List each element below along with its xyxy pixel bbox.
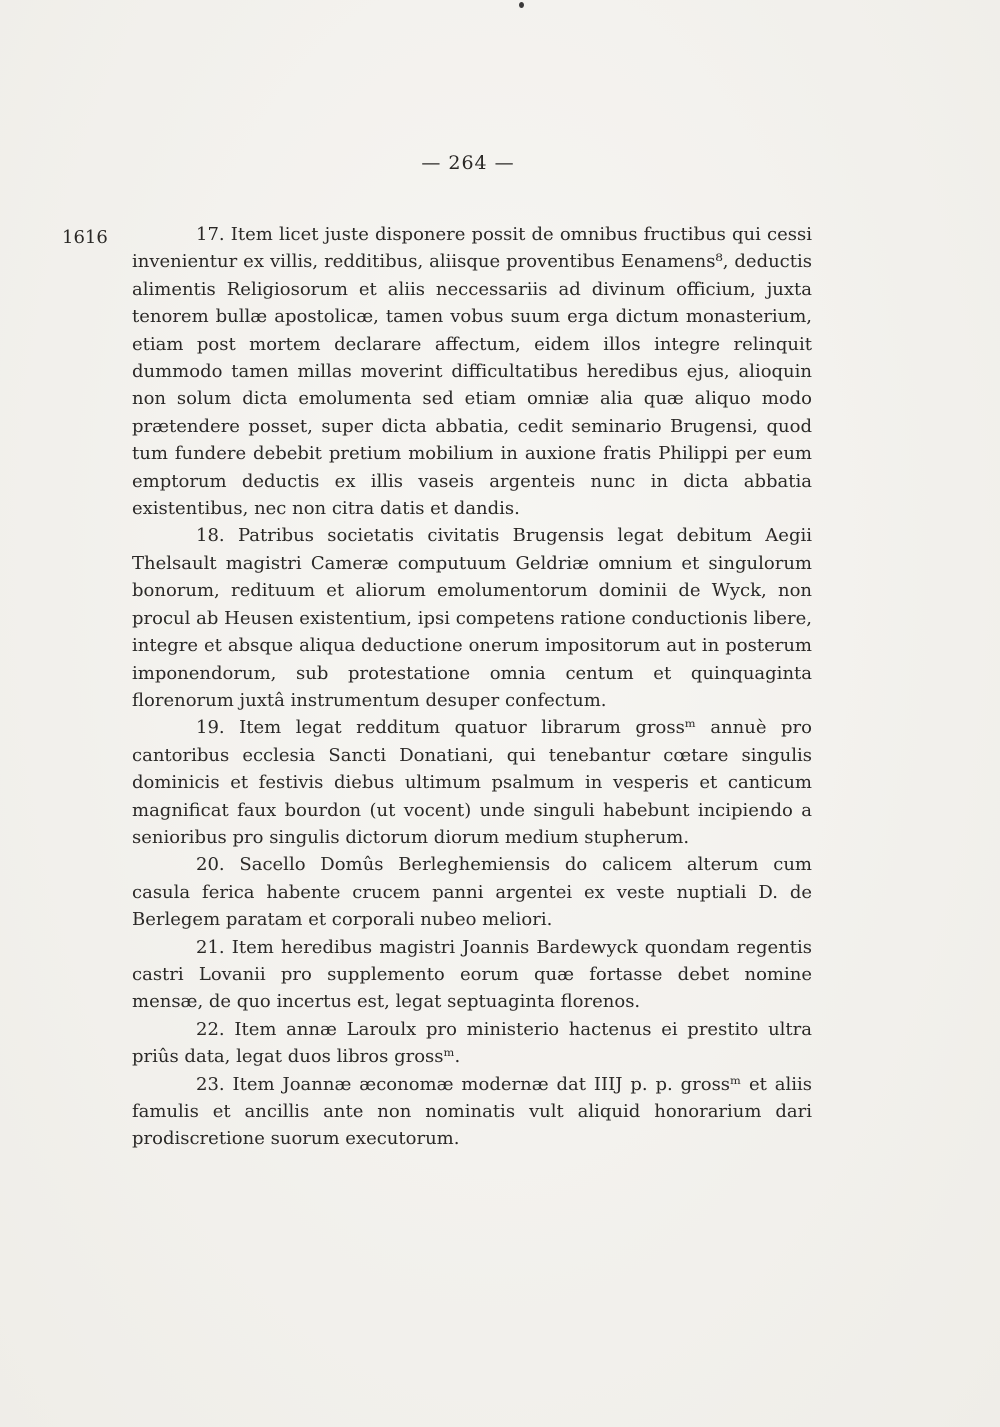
paragraph-text: Item legat redditum quatuor librarum grossᵐ annuè pro cantoribus ecclesia Sancti Donatiani, qui tenebantur cœtare singulis dominicis et festivis diebus ultimum psalmum in vesperis et canticum magnificat faux bourdon (ut vocent) unde singuli habebunt incipiendo a senioribus pro singulis dictorum diorum medium stupherum.: [132, 717, 812, 848]
paragraph-18: [132, 522, 812, 714]
paragraph-22: [132, 1016, 812, 1071]
paragraph-20: [132, 851, 812, 933]
paragraph-text: Item Joannæ æconomæ modernæ dat IIIJ p. p. grossᵐ et aliis famulis et ancillis ante non nominatis vult aliquid honorarium dari prodiscretione suorum executorum.: [132, 1073, 812, 1150]
paragraph-text: Item annæ Laroulx pro ministerio hactenus ei prestito ultra priûs data, legat duos libros grossᵐ.: [132, 1018, 812, 1068]
paragraph-21: [132, 934, 812, 1016]
paragraph-19: [132, 714, 812, 851]
paragraph-text: Item licet juste disponere possit de omnibus fructibus qui cessi invenientur ex villis, redditibus, aliisque proventibus Eenamens⁸, deductis alimentis Religiosorum et aliis neccessariis ad divinum officium, juxta tenorem bullæ apostolicæ, tamen vobus suum erga dictum monasterium, etiam post mortem declarare affectum, eidem illos integre relinquit dummodo tamen millas moverint difficultatibus heredibus ejus, alioquin non solum dicta emolumenta sed etiam omniæ alia quæ aliquo modo prætendere posset, super dicta abbatia, cedit seminario Brugensi, quod tum fundere debebit pretium mobilium in auxione fratis Philippi per eum emptorum deductis ex illis vaseis argenteis nunc in dicta abbatia existentibus, nec non citra datis et dandis.: [132, 224, 812, 520]
paragraph-text: Item heredibus magistri Joannis Bardewyck quondam regentis castri Lovanii pro supplemento eorum quæ fortasse debet nomine mensæ, de quo incertus est, legat septuaginta florenos.: [132, 936, 812, 1013]
body-text: [132, 221, 812, 1153]
margin-year: 1616: [62, 227, 108, 248]
paragraph-text: Patribus societatis civitatis Brugensis legat debitum Aegii Thelsault magistri Cameræ computuum Geldriæ omnium et singulorum bonorum, redituum et aliorum emolumentorum dominii de Wyck, non procul ab Heusen existentium, ipsi competens ratione conductionis libere, integre et absque aliqua deductione onerum impositorum aut in posterum imponendorum, sub protestatione omnia centum et quinquaginta florenorum juxtâ instrumentum desuper confectum.: [132, 525, 812, 711]
paragraph-text: Sacello Domûs Berleghemiensis do calicem alterum cum casula ferica habente crucem panni argentei ex veste nuptiali D. de Berlegem paratam et corporali nubeo meliori.: [132, 854, 812, 931]
paragraph-number: 23.: [196, 1073, 225, 1095]
page-number: — 264 —: [421, 152, 515, 174]
ink-speck: [519, 2, 524, 8]
paragraph-number: 18.: [196, 525, 225, 547]
paragraph-17: [132, 221, 812, 522]
paragraph-number: 21.: [196, 936, 225, 958]
paragraph-23: [132, 1071, 812, 1153]
paragraph-number: 17.: [196, 224, 225, 245]
paragraph-number: 19.: [196, 717, 225, 739]
paragraph-number: 22.: [196, 1018, 225, 1040]
paragraph-number: 20.: [196, 854, 225, 876]
